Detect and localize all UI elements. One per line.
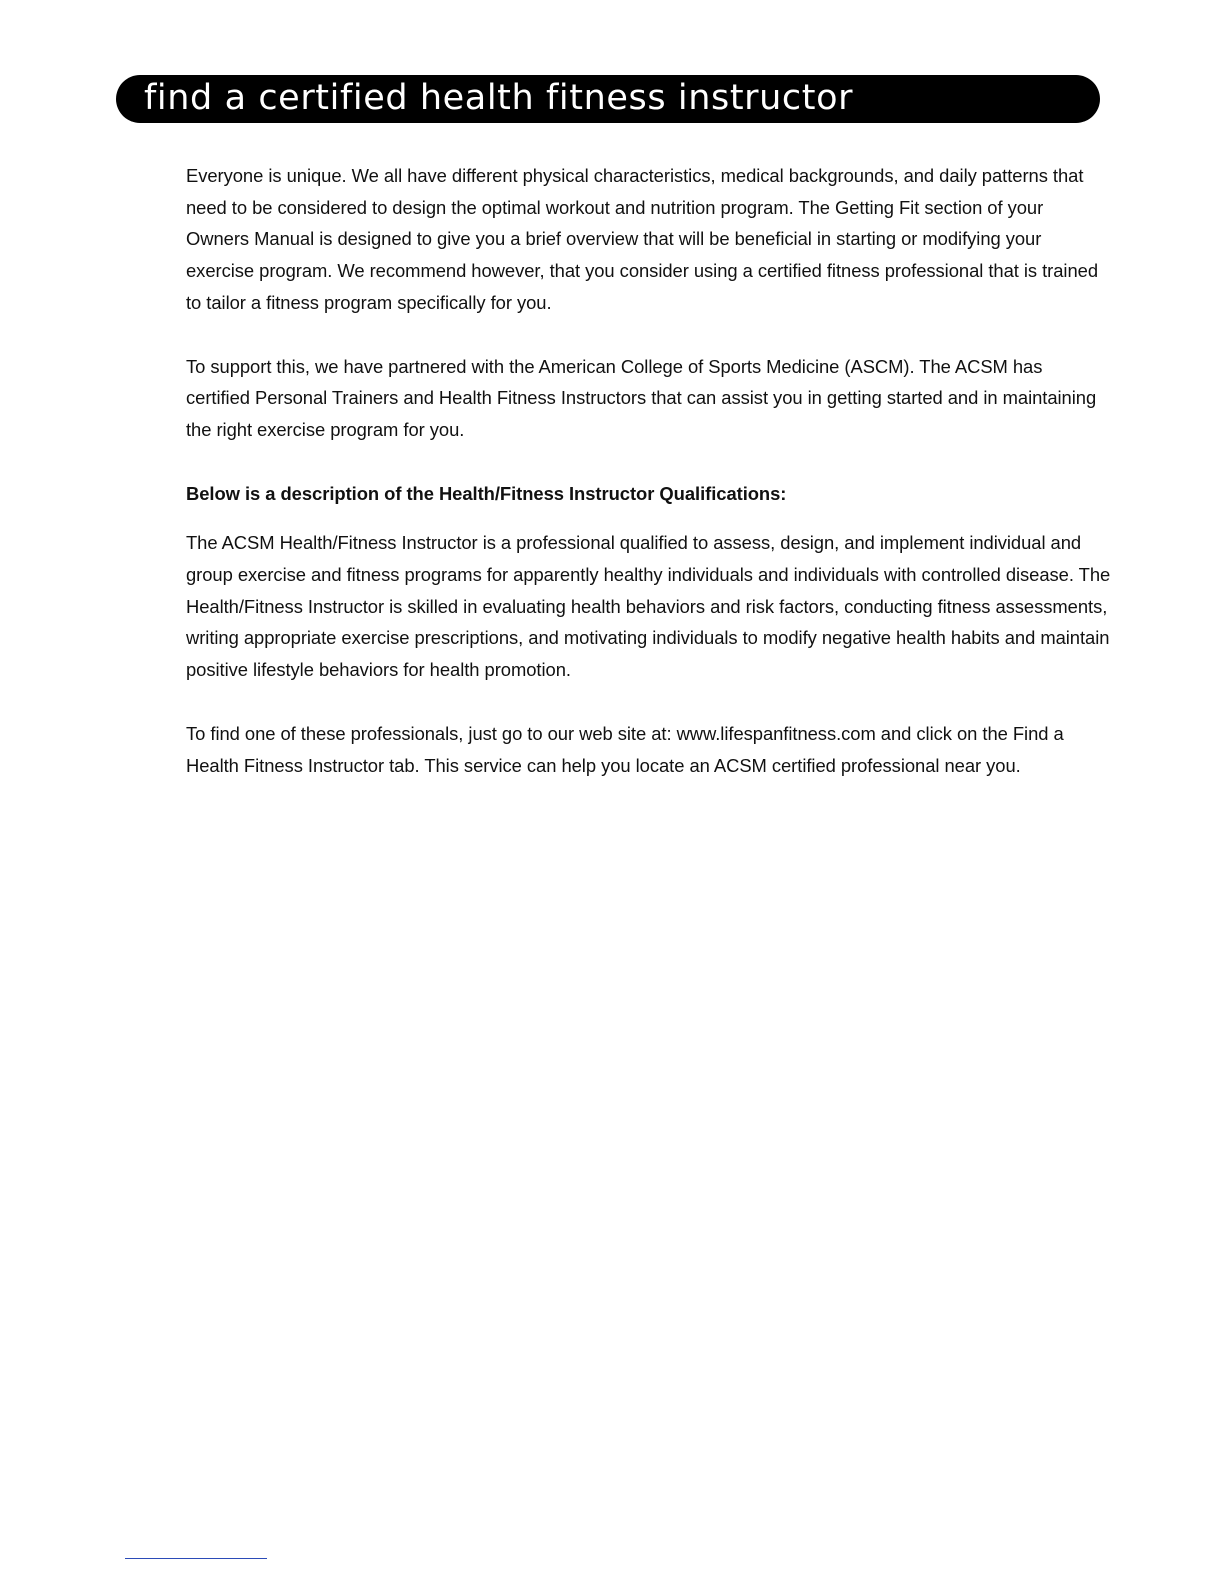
intro-paragraph: Everyone is unique. We all have different physical characteristics, medical backgrounds, and daily patterns that need to be considered to design the optimal workout and nutrition program. The Getting Fit section of your Owners Manual is designed to give you a brief overview that will be beneficial in starting or modifying your exercise program. We recommend however, that you consider using a certified fitness professional that is trained to tailor a fitness program specifically for you. (186, 165, 1099, 313)
footer-divider (125, 1558, 267, 1559)
document-body (186, 160, 1111, 781)
support-paragraph: To support this, we have partnered with the American College of Sports Medicine (ASCM). The ACSM has certified Personal Trainers and Health Fitness Instructors that can assist you in getting started and in maintaining the right exercise program for you. (186, 355, 1097, 440)
section-header-bar (116, 75, 1100, 123)
qualifications-paragraph: The ACSM Health/Fitness Instructor is a professional qualified to assess, design, and implement individual and group exercise and fitness programs for apparently healthy individuals and individuals with controlled disease. The Health/Fitness Instructor is skilled in evaluating health behaviors and risk factors, conducting fitness assessments, writing appropriate exercise prescriptions, and motivating individuals to modify negative health habits and maintain positive lifestyle behaviors for health promotion. (186, 532, 1111, 681)
qualifications-subheading: Below is a description of the Health/Fitness Instructor Qualifications: (186, 482, 787, 504)
page-title: find a certified health fitness instructor (144, 77, 854, 118)
find-instructor-paragraph: To find one of these professionals, just go to our web site at: www.lifespanfitness.com and click on the Find a Health Fitness Instructor tab. This service can help you locate an ACSM certified professional near you. (186, 722, 1064, 776)
